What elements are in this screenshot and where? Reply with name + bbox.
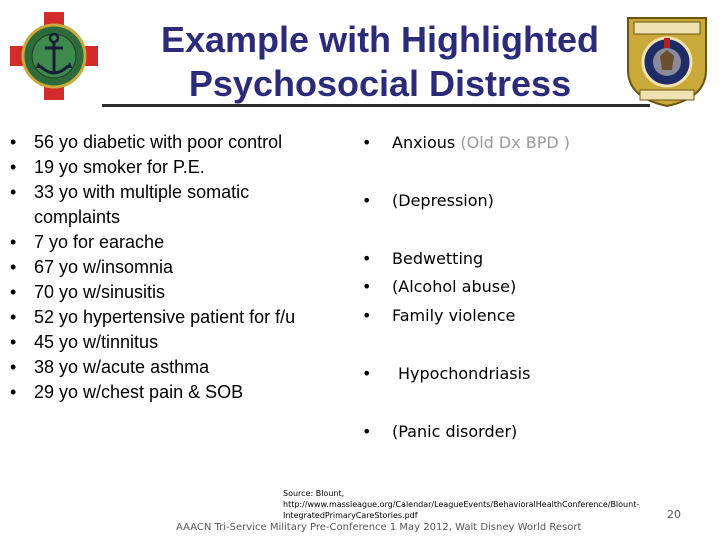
- title-underline: [102, 104, 650, 107]
- distress-item-bedwetting: [362, 248, 483, 270]
- distress-label: Hypochondriasis: [398, 364, 531, 383]
- bullet: •: [10, 382, 17, 402]
- list-item: [10, 305, 340, 330]
- page-number: 20: [667, 508, 681, 521]
- list-item: [10, 280, 340, 305]
- list-item: [10, 180, 340, 230]
- list-item-text: 56 yo diabetic with poor control: [34, 132, 283, 152]
- list-item-text: 33 yo with multiple somatic complaints: [34, 182, 250, 227]
- slide-title: [100, 18, 660, 106]
- list-item: [10, 155, 340, 180]
- bullet: •: [362, 422, 372, 441]
- bullet: •: [362, 277, 372, 296]
- list-item-text: 19 yo smoker for P.E.: [34, 157, 205, 177]
- source-citation: Source: Blount, http://www.massleague.org/Calendar/LeagueEvents/BehavioralHealthConference/Blount-IntegratedPrimaryCareStories.pdf: [283, 489, 640, 520]
- bullet: •: [10, 132, 17, 152]
- list-item-text: 67 yo w/insomnia: [34, 257, 174, 277]
- list-item-text: 52 yo hypertensive patient for f/u: [34, 307, 296, 327]
- bullet: •: [10, 232, 17, 252]
- bullet: •: [10, 282, 17, 302]
- distress-note: (Old Dx BPD ): [460, 133, 571, 152]
- distress-item-alcohol: [362, 276, 516, 298]
- list-item: [10, 380, 340, 405]
- footer-text: AAACN Tri-Service Military Pre-Conference 1 May 2012, Walt Disney World Resort: [176, 522, 582, 533]
- bullet: •: [362, 133, 372, 152]
- list-item-text: 70 yo w/sinusitis: [34, 282, 166, 302]
- bullet: •: [10, 157, 17, 177]
- bullet: •: [10, 357, 17, 377]
- distress-item-depression: [362, 190, 494, 212]
- bullet: •: [10, 257, 17, 277]
- list-item: [10, 130, 340, 155]
- bullet: •: [10, 332, 17, 352]
- title-line-2: Psychosocial Distress: [188, 63, 572, 104]
- distress-label: (Depression): [392, 191, 494, 210]
- distress-item-hypochondriasis: [362, 363, 530, 385]
- list-item: [10, 330, 340, 355]
- distress-label: Family violence: [392, 306, 516, 325]
- distress-item-panic: [362, 421, 517, 443]
- anchor-seal-with-red-cross-icon: [8, 10, 100, 102]
- list-item-text: 29 yo w/chest pain & SOB: [34, 382, 244, 402]
- distress-item-anxious: [362, 132, 570, 154]
- bullet: •: [362, 191, 372, 210]
- bullet: •: [362, 306, 372, 325]
- bullet: •: [10, 182, 17, 202]
- list-item: [10, 355, 340, 380]
- list-item: [10, 255, 340, 280]
- list-item-text: 45 yo w/tinnitus: [34, 332, 159, 352]
- distress-label: (Alcohol abuse): [392, 277, 517, 296]
- bullet: •: [10, 307, 17, 327]
- list-item-text: 7 yo for earache: [34, 232, 165, 252]
- distress-item-family-violence: [362, 305, 515, 327]
- bullet: •: [362, 364, 372, 383]
- title-line-1: Example with Highlighted: [160, 19, 600, 60]
- list-item-text: 38 yo w/acute asthma: [34, 357, 210, 377]
- list-item: [10, 230, 340, 255]
- distress-label: Anxious: [392, 133, 456, 152]
- distress-label: (Panic disorder): [392, 422, 518, 441]
- patient-list: [10, 130, 340, 405]
- bullet: •: [362, 249, 372, 268]
- distress-label: Bedwetting: [392, 249, 484, 268]
